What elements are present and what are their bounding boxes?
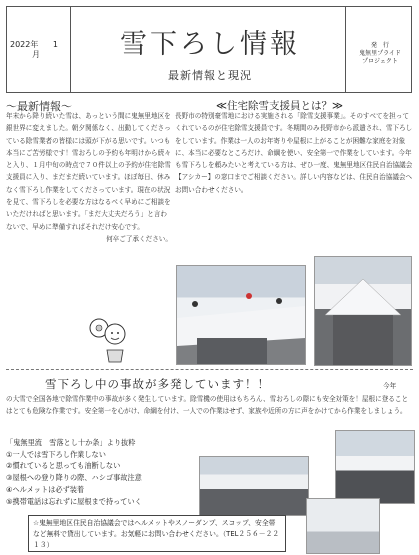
page-title: 雪下ろし情報 (120, 29, 300, 60)
safety-rules-title: 「鬼無里流 雪落とし十か条」より抜粋 (6, 438, 136, 447)
list-item: ⑤携帯電話は忘れずに屋根まで持っていく (6, 496, 142, 506)
accident-text: の大雪で全国各地で除雪作業中の事故が多く発生しています。除雪機の使用はもちろん、雪おろしの際にも安全対策を！屋根に登ることはとても危険な作業です。安全第一を心がけ、命綱を付け、一人での作業はせず、家族や近所の方に声をかけてから作業をしましょう。 (6, 395, 409, 416)
publisher: 発 行 鬼無里プライド プロジェクト (359, 42, 401, 65)
accident-lead-word: 今年 (383, 382, 397, 390)
list-item: ③屋根への登り降りの際、ハシゴ事故注意 (6, 473, 142, 483)
list-item: ②慣れていると思っても油断しない (6, 461, 121, 471)
header-divider (345, 7, 346, 92)
safety-rules (6, 437, 206, 507)
latest-text: 年末から降り続いた雪は、あっという間に鬼無里地区を銀世界に変えました。朝夕関係なく、出動してくださっている除雪業者の皆様には頭が下がる思いです。いつも本当にご苦労様です！雪おろしの予約も年明けから続々と入り、１月中旬の時点で７０件以上の予約が住宅除雪支援員に入り、まだまだ続いています。ほぼ毎日、休みなく雪下ろし作業をしてくださっています。現在の状況を見て、雪下ろしを必要な方はなるべく早めにご相談をいただければと思います。「まだ大丈夫だろう」と言わないで、早めに準備すればそれだけ安心です。 何卒ご了承ください。 (6, 110, 172, 245)
roof-workers-graphic (177, 266, 305, 364)
latest-heading: ～最新情報～ (6, 100, 72, 113)
page-subtitle: 最新情報と現況 (168, 69, 252, 82)
snow-removal-photo-3 (199, 456, 309, 516)
month-number: 1 (52, 40, 58, 49)
issue-date (10, 40, 58, 60)
list-item: ④ヘルメットは必ず装着 (6, 484, 85, 494)
mascot-illustration (85, 310, 135, 365)
snow-removal-photo-1 (176, 265, 306, 365)
support-text: 長野市の特別豪雪地における実施される「除雪支援事業」。そのすべてを担ってくれているのが住宅除雪支援員です。冬期間のみ長野市から派遣され、雪下ろしをしています。作業は一人のお年寄りや屋根に上がることが困難な家庭を対象に、本当に必要なところだけ、命綱を使い、安全第一で作業をしています。今年も雪下ろしを頼みたいと考えている方は、ぜひ一度、鬼無里地区住民自治協議会【アシカー】の窓口までご相談ください。詳しい内容などは、住民自治協議会へお問い合わせください。 (175, 112, 413, 194)
snowy-roof-graphic (315, 257, 411, 365)
section-divider (6, 369, 413, 370)
latest-closing: 何卒ご了承ください。 (106, 234, 172, 243)
snow-removal-photo-4 (335, 430, 415, 504)
month-label: 月 (32, 50, 40, 59)
snow-removal-photo-2 (314, 256, 412, 366)
year: 2022年 (10, 40, 39, 49)
lending-notice: ☆鬼無里地区住民自治協議会ではヘルメットやスノーダンプ、スコップ、安全帯など無料で貸出しています。お気軽にお問い合わせください。（TEL２５６－２２１３） (28, 515, 286, 552)
snow-removal-photo-5 (306, 498, 380, 554)
support-heading: ≪住宅除雪支援員とは？≫ (216, 100, 343, 112)
list-item: ①一人では雪下ろし作業しない (6, 449, 106, 459)
accident-heading: 雪下ろし中の事故が多発しています！！ (45, 377, 270, 391)
header-divider (70, 7, 71, 92)
